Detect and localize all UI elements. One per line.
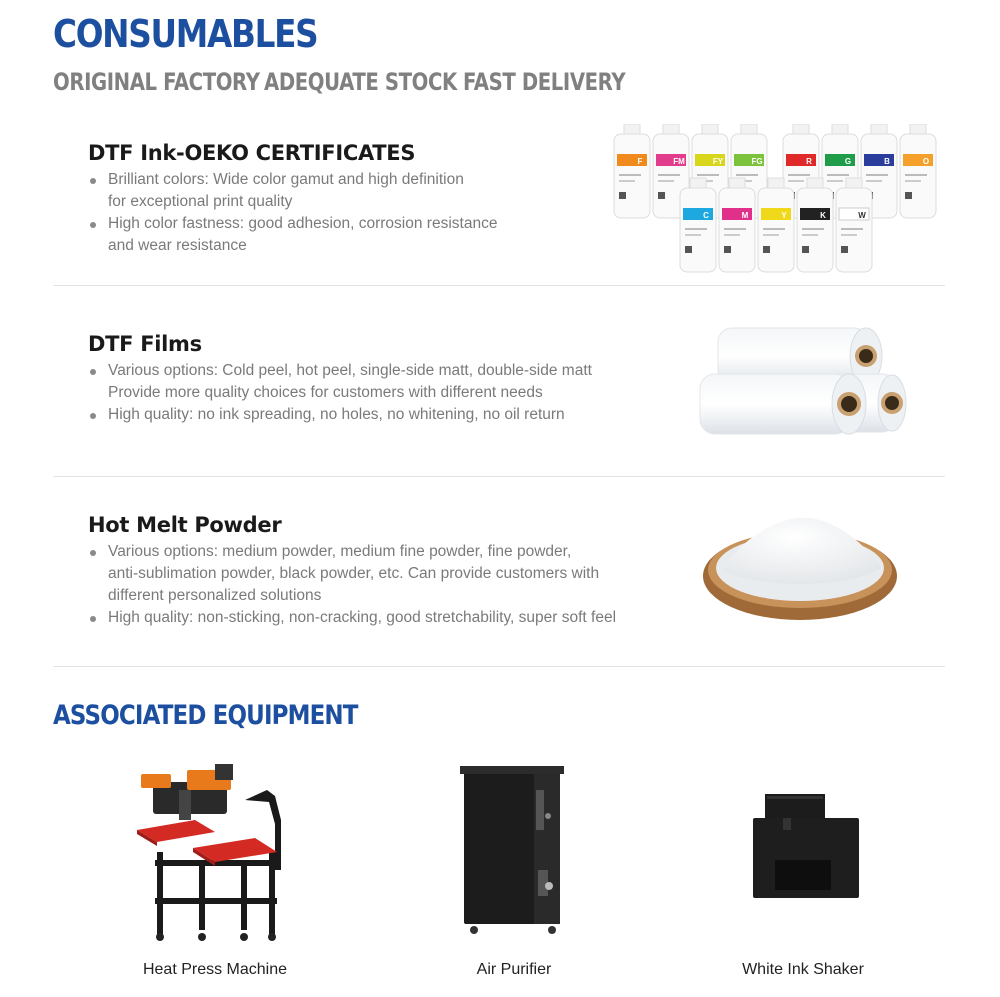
bullet-item — [88, 360, 592, 404]
ink-bottle — [900, 124, 936, 218]
ink-shaker-icon — [683, 760, 923, 950]
equipment-white-ink-shaker — [683, 760, 923, 979]
divider — [53, 476, 945, 477]
bullet-line: anti-sublimation powder, black powder, etc. Can provide customers with — [108, 565, 600, 582]
bullet-line: Provide more quality choices for customers with different needs — [108, 384, 543, 401]
heat-press-icon — [95, 760, 335, 950]
bullet-line: and wear resistance — [108, 237, 247, 254]
equipment-label: Air Purifier — [476, 961, 552, 978]
bullet-item — [88, 169, 497, 213]
air-purifier-icon — [394, 760, 634, 950]
bullet-line: different personalized solutions — [108, 587, 322, 604]
ink-bottle-label: K — [820, 211, 826, 220]
equipment-label: Heat Press Machine — [142, 961, 288, 978]
ink-bottles-icon — [612, 124, 942, 276]
divider — [53, 285, 945, 286]
ink-bottle — [719, 178, 755, 272]
divider — [53, 666, 945, 667]
ink-bottle-label: W — [858, 211, 866, 220]
consumable-dtf-ink — [88, 141, 497, 257]
tagline-adequate-stock: ADEQUATE STOCK — [264, 68, 457, 96]
bullet-item — [88, 404, 592, 426]
ink-bottle-label: FM — [673, 157, 685, 166]
powder-bowl-icon — [700, 510, 902, 626]
ink-bottle-label: Y — [781, 211, 787, 220]
tagline-fast-delivery: FAST DELIVERY — [463, 68, 626, 96]
page-title: CONSUMABLES — [53, 12, 318, 56]
bullet-line: for exceptional print quality — [108, 193, 293, 210]
section-title: DTF Films — [88, 332, 202, 356]
bullet-line: Various options: Cold peel, hot peel, single-side matt, double-side matt — [108, 362, 592, 379]
tagline-original-factory: ORIGINAL FACTORY — [53, 68, 260, 96]
consumable-dtf-films — [88, 332, 592, 426]
ink-bottle-label: F — [637, 157, 643, 166]
section-heading-equipment: ASSOCIATED EQUIPMENT — [53, 700, 358, 731]
bullet-line: High quality: no ink spreading, no holes, no whitening, no oil return — [108, 406, 565, 423]
ink-bottle — [680, 178, 716, 272]
ink-bottle — [797, 178, 833, 272]
ink-bottle-label: M — [741, 211, 749, 220]
equipment-label: White Ink Shaker — [742, 961, 864, 978]
ink-bottle-label: B — [884, 157, 890, 166]
ink-bottle-label: C — [703, 211, 709, 220]
bullet-line: High quality: non-sticking, non-cracking, good stretchability, super soft feel — [108, 609, 617, 626]
bullet-line: Various options: medium powder, medium fine powder, fine powder, — [108, 543, 572, 560]
bullet-line: Brilliant colors: Wide color gamut and high definition — [108, 171, 464, 188]
ink-bottle — [614, 124, 650, 218]
consumable-hot-melt-powder — [88, 513, 616, 629]
bullet-item — [88, 607, 616, 629]
ink-bottle-label: G — [844, 157, 852, 166]
ink-bottle-label: FG — [751, 157, 763, 166]
ink-bottle — [758, 178, 794, 272]
bullet-item — [88, 213, 497, 257]
ink-bottle-label: O — [922, 157, 930, 166]
equipment-air-purifier — [394, 760, 634, 979]
ink-bottle-label: R — [806, 157, 812, 166]
section-title: Hot Melt Powder — [88, 513, 282, 537]
section-title: DTF Ink-OEKO CERTIFICATES — [88, 141, 416, 165]
film-rolls-icon — [696, 322, 911, 442]
ink-bottle — [836, 178, 872, 272]
ink-bottle-label: FY — [712, 157, 724, 166]
bullet-item — [88, 541, 616, 607]
equipment-heat-press — [95, 760, 335, 979]
bullet-line: High color fastness: good adhesion, corrosion resistance — [108, 215, 498, 232]
